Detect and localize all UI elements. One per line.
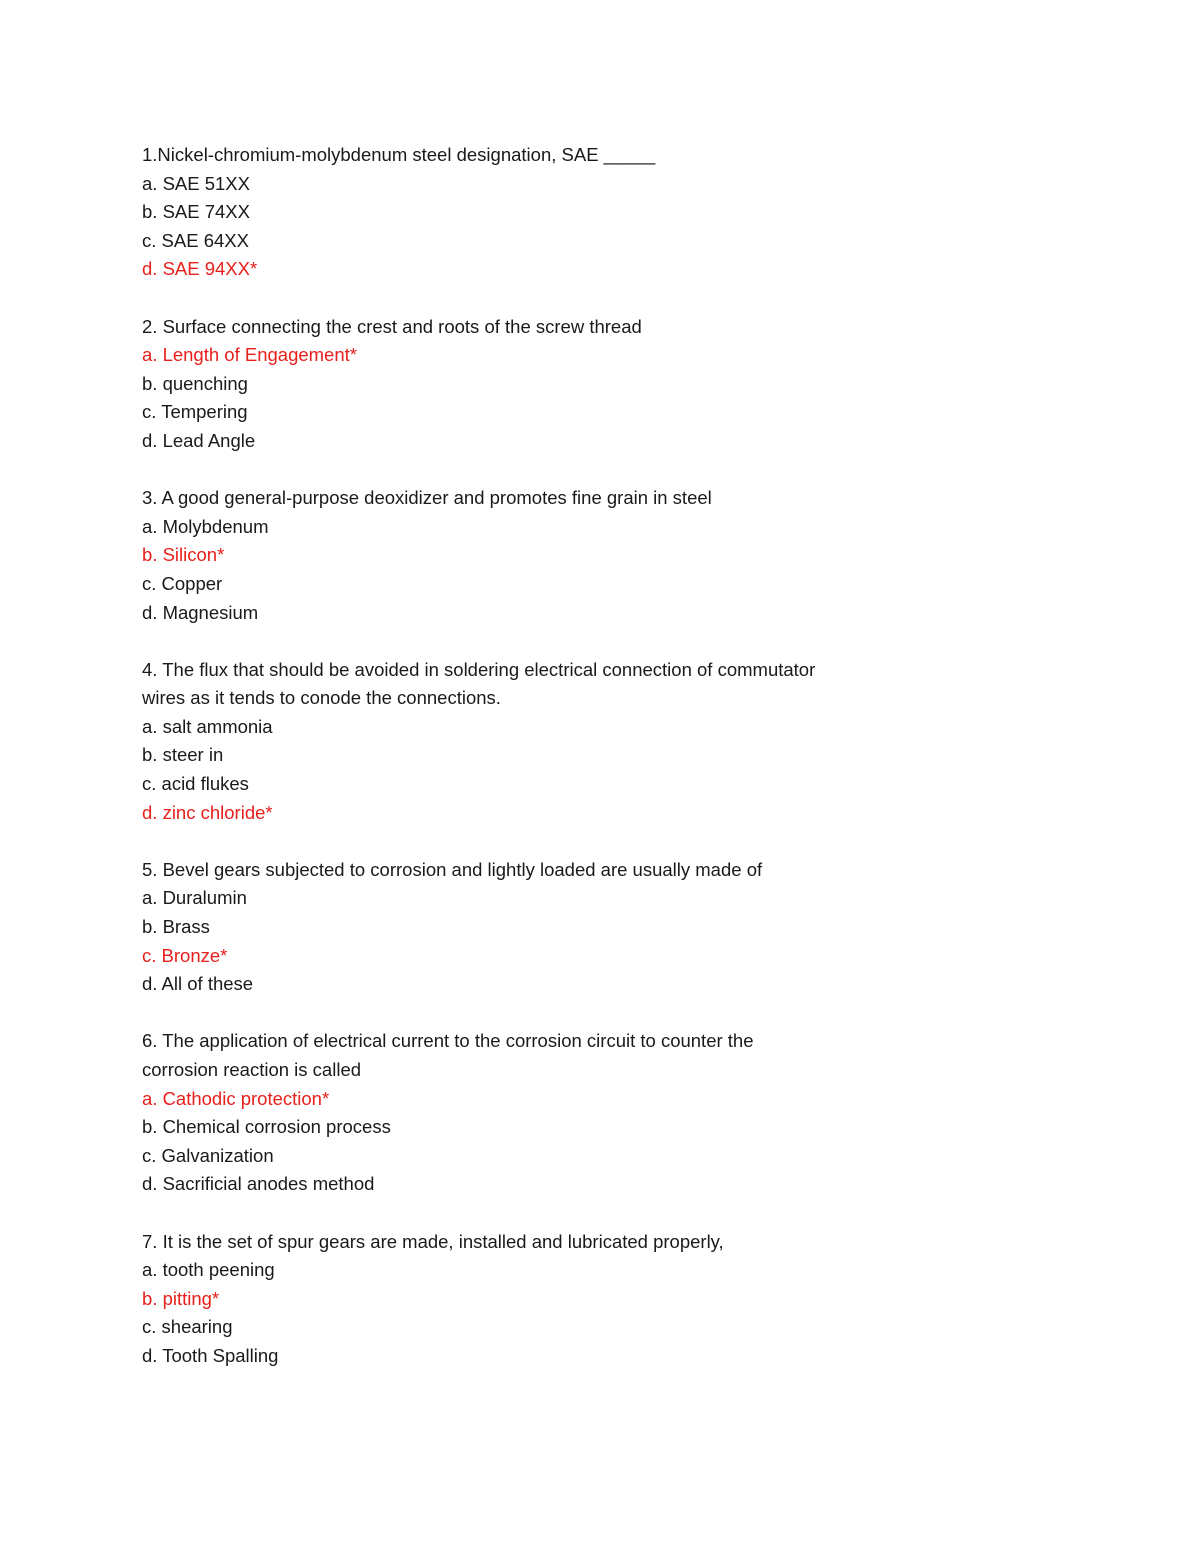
question-6 bbox=[142, 1027, 902, 1199]
answer-option-b: b. quenching bbox=[142, 372, 248, 394]
answer-option-d-correct: d. SAE 94XX* bbox=[142, 258, 258, 280]
question-prompt-continued: corrosion reaction is called bbox=[142, 1059, 362, 1080]
question-prompt: 3. A good general-purpose deoxidizer and promotes fine grain in steel bbox=[142, 487, 712, 509]
question-prompt: 6. The application of electrical current to the corrosion circuit to counter the bbox=[142, 1030, 754, 1052]
answer-option-d: d. Lead Angle bbox=[142, 429, 256, 451]
answer-option-a: a. salt ammonia bbox=[142, 715, 273, 737]
answer-option-a: a. Molybdenum bbox=[142, 515, 269, 537]
answer-option-c: c. SAE 64XX bbox=[142, 229, 249, 251]
question-prompt: 1.Nickel-chromium-molybdenum steel designation, SAE _____ bbox=[142, 144, 656, 165]
question-prompt: 4. The flux that should be avoided in soldering electrical connection of commutator bbox=[142, 658, 816, 680]
answer-option-b: b. SAE 74XX bbox=[142, 201, 250, 223]
question-prompt: 2. Surface connecting the crest and roots of the screw thread bbox=[142, 315, 642, 337]
question-4 bbox=[142, 656, 902, 828]
question-prompt: 5. Bevel gears subjected to corrosion and lightly loaded are usually made of bbox=[142, 858, 763, 880]
answer-option-b-correct: b. pitting* bbox=[142, 1287, 220, 1309]
answer-option-c: c. Copper bbox=[142, 572, 223, 594]
answer-option-c: c. acid flukes bbox=[142, 773, 249, 795]
answer-option-d: d. All of these bbox=[142, 973, 254, 995]
answer-option-a: a. Duralumin bbox=[142, 887, 247, 909]
question-3 bbox=[142, 484, 902, 627]
answer-option-b: b. steer in bbox=[142, 744, 224, 766]
answer-option-d: d. Magnesium bbox=[142, 601, 259, 623]
answer-option-c: c. shearing bbox=[142, 1316, 233, 1338]
answer-option-b: b. Chemical corrosion process bbox=[142, 1116, 391, 1138]
answer-option-c: c. Tempering bbox=[142, 401, 248, 423]
answer-option-d: d. Tooth Spalling bbox=[142, 1344, 279, 1366]
answer-option-b: b. Brass bbox=[142, 916, 210, 938]
answer-option-b-correct: b. Silicon* bbox=[142, 544, 225, 566]
question-prompt-continued: wires as it tends to conode the connections. bbox=[142, 687, 501, 709]
answer-option-a-correct: a. Cathodic protection* bbox=[142, 1087, 330, 1109]
answer-option-a-correct: a. Length of Engagement* bbox=[142, 344, 357, 366]
question-prompt: 7. It is the set of spur gears are made, installed and lubricated properly, bbox=[142, 1230, 724, 1252]
answer-option-a: a. SAE 51XX bbox=[142, 172, 250, 194]
question-2 bbox=[142, 313, 902, 456]
answer-option-d-correct: d. zinc chloride* bbox=[142, 801, 273, 823]
answer-option-c-correct: c. Bronze* bbox=[142, 944, 228, 966]
question-list bbox=[142, 141, 902, 1399]
answer-option-c: c. Galvanization bbox=[142, 1144, 274, 1166]
question-1 bbox=[142, 141, 902, 284]
question-7 bbox=[142, 1228, 902, 1371]
answer-option-a: a. tooth peening bbox=[142, 1259, 275, 1281]
question-5 bbox=[142, 856, 902, 999]
answer-option-d: d. Sacrificial anodes method bbox=[142, 1173, 375, 1195]
